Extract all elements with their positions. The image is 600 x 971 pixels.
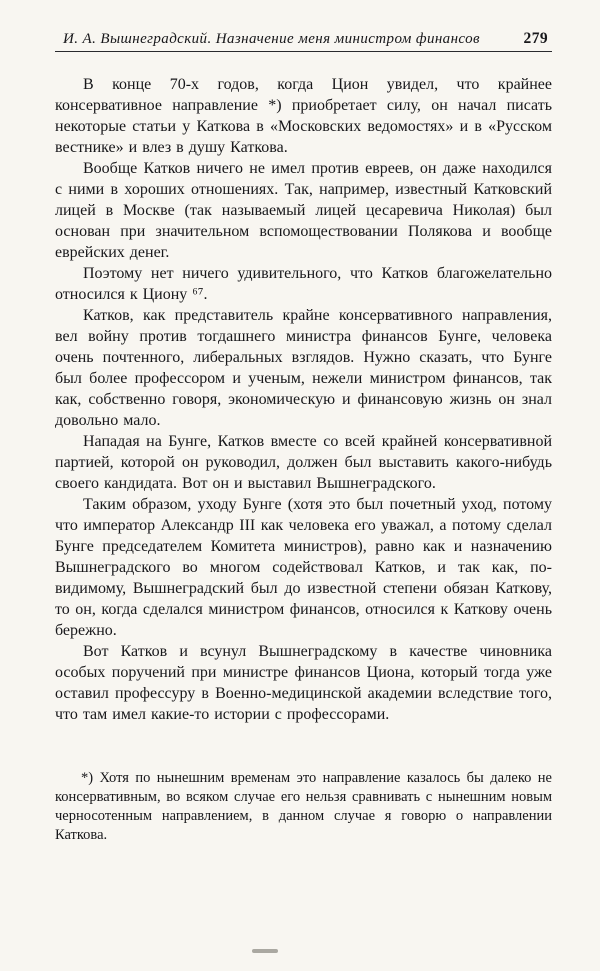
- scan-artifact: [252, 949, 278, 953]
- paragraph: Нападая на Бунге, Катков вместе со всей крайней консервативной партией, которой он руководил, должен был выставить какого-нибудь своего кандидата. Вот он и выставил Вышнеградского.: [55, 433, 552, 492]
- paragraph: Вообще Катков ничего не имел против евреев, он даже находился с ними в хороших отношениях. Так, например, известный Катковский лицей в Москве (так называемый лицей цесаревича Николая) был основан при значительном вспомоществовании Полякова и вообще еврейских денег.: [55, 160, 552, 261]
- running-header: [55, 30, 552, 52]
- paragraph: Поэтому нет ничего удивительного, что Катков благожелательно относился к Циону ⁶⁷.: [55, 265, 552, 303]
- paragraph: Катков, как представитель крайне консервативного направления, вел войну против тогдашнего министра финансов Бунге, человека очень почтенного, либеральных взглядов. Нужно сказать, что Бунге был более профессором и ученым, нежели министром финансов, так как, собственно говоря, экономическую и финансовую жизнь он знал довольно мало.: [55, 307, 552, 429]
- paragraph: Таким образом, уходу Бунге (хотя это был почетный уход, потому что император Александр III как человека его уважал, а потому сделал Бунге председателем Комитета министров), равно как и назначению Вышнеградского во многом содействовал Катков, и так как, по-видимому, Вышнеградский был до известной степени обязан Каткову, то он, когда сделался министром финансов, относился к Каткову очень бережно.: [55, 496, 552, 639]
- footnote: *) Хотя по нынешним временам это направление казалось бы далеко не консервативным, во всяком случае его нельзя сравнивать с нынешним новым черносотенным направлением, в данном случае я говорю о направлении Каткова.: [55, 770, 552, 843]
- paragraph: Вот Катков и всунул Вышнеградскому в качестве чиновника особых поручений при министре финансов Циона, который тогда уже оставил профессуру в Военно-медицинской академии вследствие того, что там имел какие-то истории с профессорами.: [55, 643, 552, 723]
- page-body: [55, 74, 552, 725]
- paragraph: В конце 70-х годов, когда Цион увидел, что крайнее консервативное направление *) приобретает силу, он начал писать некоторые статьи у Каткова в «Московских ведомостях» и в «Русском вестнике» и влез в душу Каткова.: [55, 76, 552, 156]
- page-number: 279: [523, 30, 548, 47]
- running-header-title: И. А. Вышнеградский. Назначение меня министром финансов: [63, 31, 480, 47]
